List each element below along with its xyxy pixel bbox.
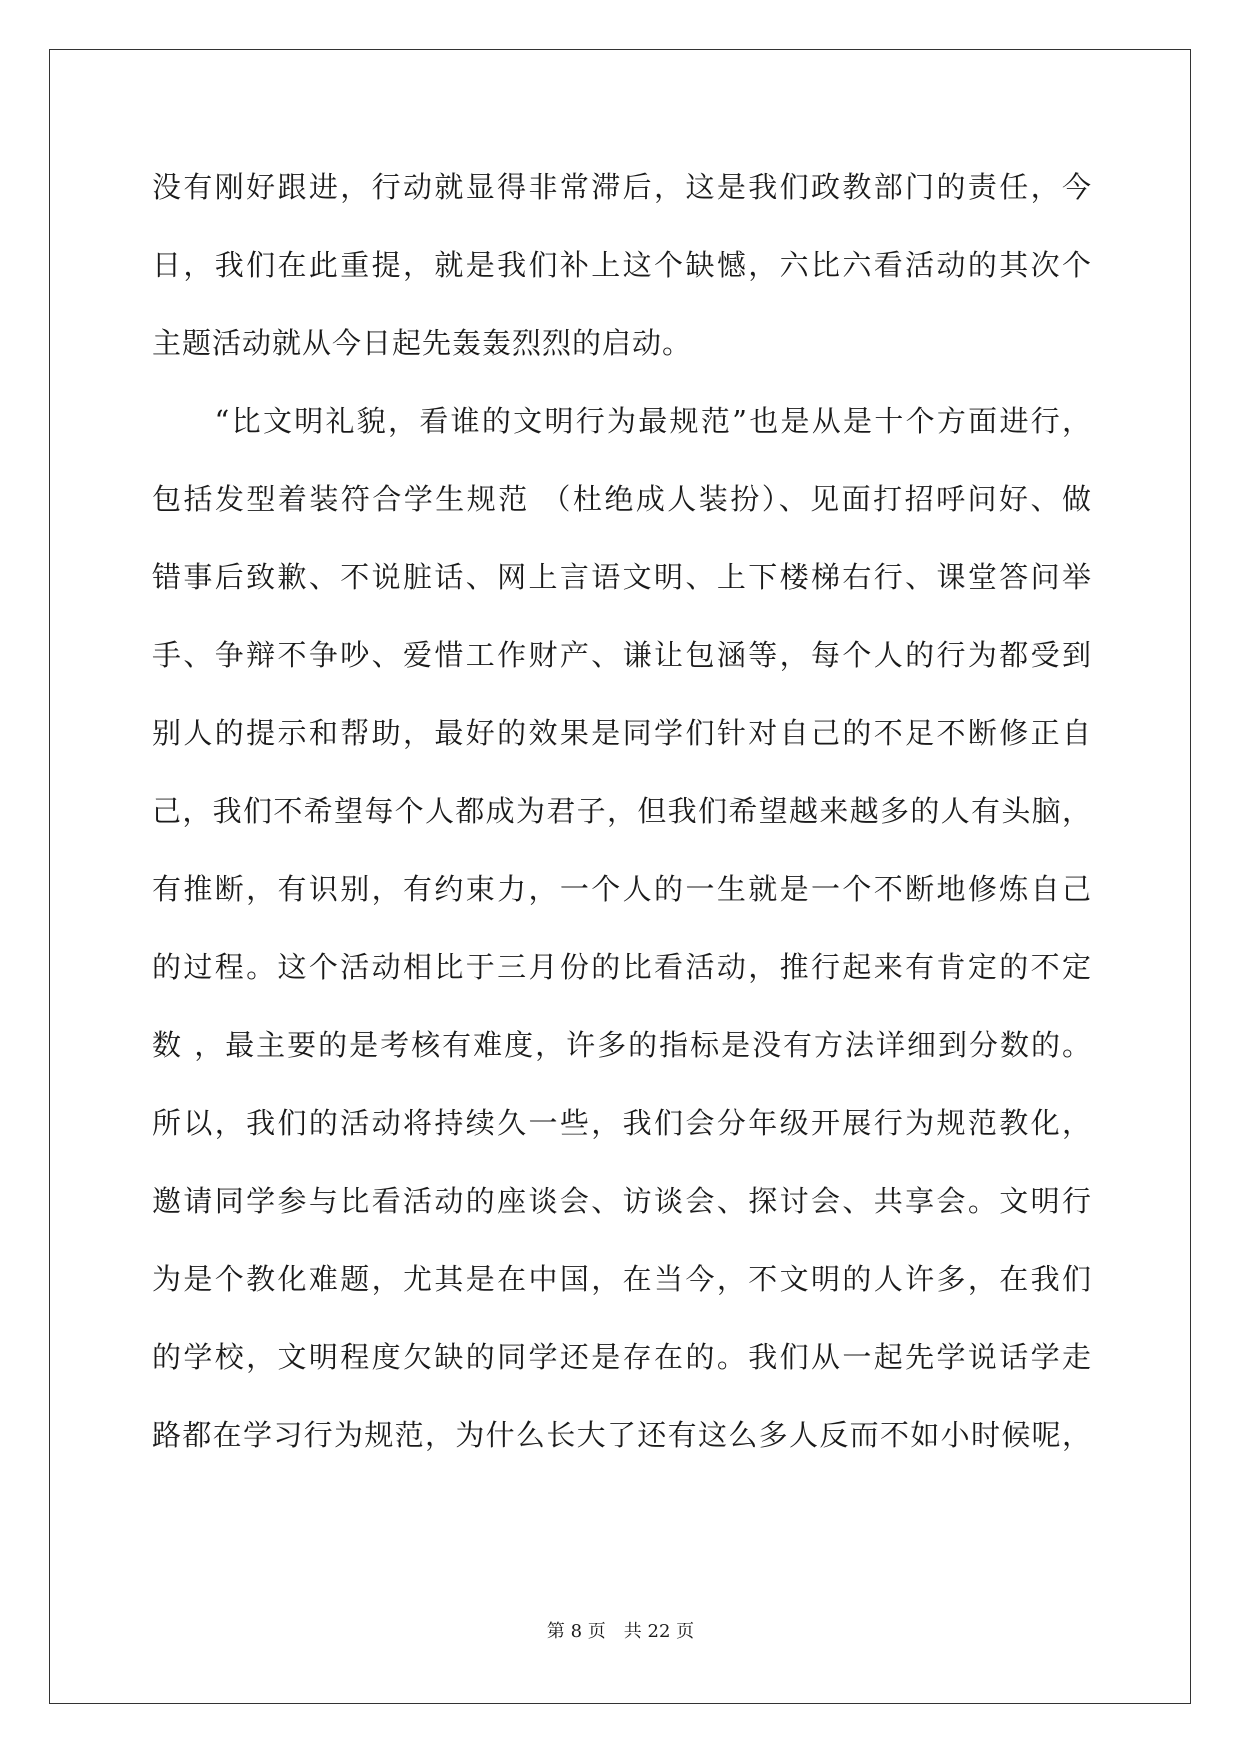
- text-line: 路都在学习行为规范，为什么长大了还有这么多人反而不如小时候呢，: [152, 1418, 1092, 1452]
- text-line: 别人的提示和帮助，最好的效果是同学们针对自己的不足不断修正自: [152, 716, 1092, 750]
- text-line: 主题活动就从今日起先轰轰烈烈的启动。: [152, 326, 693, 360]
- text-line: 邀请同学参与比看活动的座谈会、访谈会、探讨会、共享会。文明行: [152, 1184, 1092, 1218]
- page-number-footer: 第 8 页 共 22 页: [546, 1621, 695, 1642]
- text-line: 日，我们在此重提，就是我们补上这个缺憾，六比六看活动的其次个: [152, 248, 1092, 282]
- text-line: 的过程。这个活动相比于三月份的比看活动，推行起来有肯定的不定: [152, 950, 1092, 984]
- text-line: 有推断，有识别，有约束力，一个人的一生就是一个不断地修炼自己: [152, 872, 1092, 906]
- text-line: 所以，我们的活动将持续久一些，我们会分年级开展行为规范教化，: [152, 1106, 1092, 1140]
- text-line: 包括发型着装符合学生规范 （杜绝成人装扮）、见面打招呼问好、做: [152, 482, 1092, 516]
- text-line: “比文明礼貌，看谁的文明行为最规范”也是从是十个方面进行，: [152, 404, 1092, 438]
- text-line: 己，我们不希望每个人都成为君子，但我们希望越来越多的人有头脑，: [152, 794, 1092, 828]
- text-line: 手、争辩不争吵、爱惜工作财产、谦让包涵等，每个人的行为都受到: [152, 638, 1092, 672]
- document-body: [152, 148, 1092, 1474]
- text-line: 的学校，文明程度欠缺的同学还是存在的。我们从一起先学说话学走: [152, 1340, 1092, 1374]
- text-line: 数 ，最主要的是考核有难度，许多的指标是没有方法详细到分数的。: [152, 1028, 1092, 1062]
- text-line: 没有刚好跟进，行动就显得非常滞后，这是我们政教部门的责任，今: [152, 170, 1092, 204]
- text-line: 错事后致歉、不说脏话、网上言语文明、上下楼梯右行、课堂答问举: [152, 560, 1092, 594]
- text-line: 为是个教化难题，尤其是在中国，在当今，不文明的人许多，在我们: [152, 1262, 1092, 1296]
